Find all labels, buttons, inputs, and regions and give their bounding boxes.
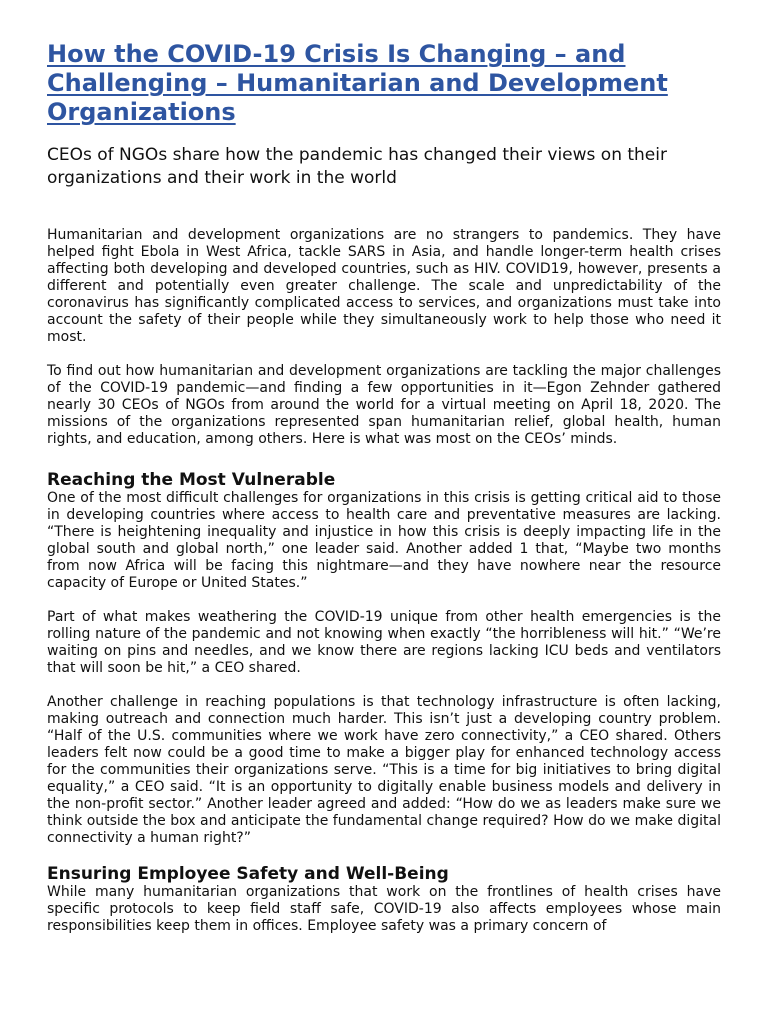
document-page	[47, 40, 721, 935]
section-heading-safety: Ensuring Employee Safety and Well-Being	[47, 864, 449, 884]
document-subtitle: CEOs of NGOs share how the pandemic has changed their views on their organizations and their work in the world	[47, 145, 667, 188]
safety-paragraph-1: While many humanitarian organizations that work on the frontlines of health crises have specific protocols to keep field staff safe, COVID-19 also affects employees whose main responsibilities keep them in offices. Employee safety was a primary concern of	[47, 884, 721, 934]
document-title[interactable]: How the COVID-19 Crisis Is Changing – and Challenging – Humanitarian and Development Organizations	[47, 40, 668, 126]
vulnerable-paragraph-1: One of the most difficult challenges for organizations in this crisis is getting critical aid to those in developing countries where access to health care and preventative measures are lacking. “There is heightening inequality and injustice in how this crisis is deeply impacting life in the global south and global north,” one leader said. Another added 1 that, “Maybe two months from now Africa will be facing this nightmare—and they have nowhere near the resource capacity of Europe or United States.”	[47, 490, 721, 591]
vulnerable-paragraph-2: Part of what makes weathering the COVID-19 unique from other health emergencies is the rolling nature of the pandemic and not knowing when exactly “the horribleness will hit.” “We’re waiting on pins and needles, and we know there are regions lacking ICU beds and ventilators that will soon be hit,” a CEO shared.	[47, 609, 721, 676]
intro-paragraph-1: Humanitarian and development organizations are no strangers to pandemics. They have helped fight Ebola in West Africa, tackle SARS in Asia, and handle longer-term health crises affecting both developing and developed countries, such as HIV. COVID19, however, presents a different and potentially even greater challenge. The scale and unpredictability of the coronavirus has significantly complicated access to services, and organizations must take into account the safety of their people while they simultaneously work to help those who need it most.	[47, 227, 721, 345]
section-heading-vulnerable: Reaching the Most Vulnerable	[47, 470, 336, 490]
vulnerable-paragraph-3: Another challenge in reaching populations is that technology infrastructure is often lacking, making outreach and connection much harder. This isn’t just a developing country problem. “Half of the U.S. communities where we work have zero connectivity,” a CEO shared. Others leaders felt now could be a good time to make a bigger play for enhanced technology access for the communities their organizations serve. “This is a time for big initiatives to bring digital equality,” a CEO said. “It is an opportunity to digitally enable business models and delivery in the non-profit sector.” Another leader agreed and added: “How do we as leaders make sure we think outside the box and anticipate the fundamental change required? How do we make digital connectivity a human right?”	[47, 694, 721, 846]
intro-paragraph-2: To find out how humanitarian and development organizations are tackling the major challenges of the COVID-19 pandemic—and finding a few opportunities in it—Egon Zehnder gathered nearly 30 CEOs of NGOs from around the world for a virtual meeting on April 18, 2020. The missions of the organizations represented span humanitarian relief, global health, human rights, and education, among others. Here is what was most on the CEOs’ minds.	[47, 363, 721, 447]
